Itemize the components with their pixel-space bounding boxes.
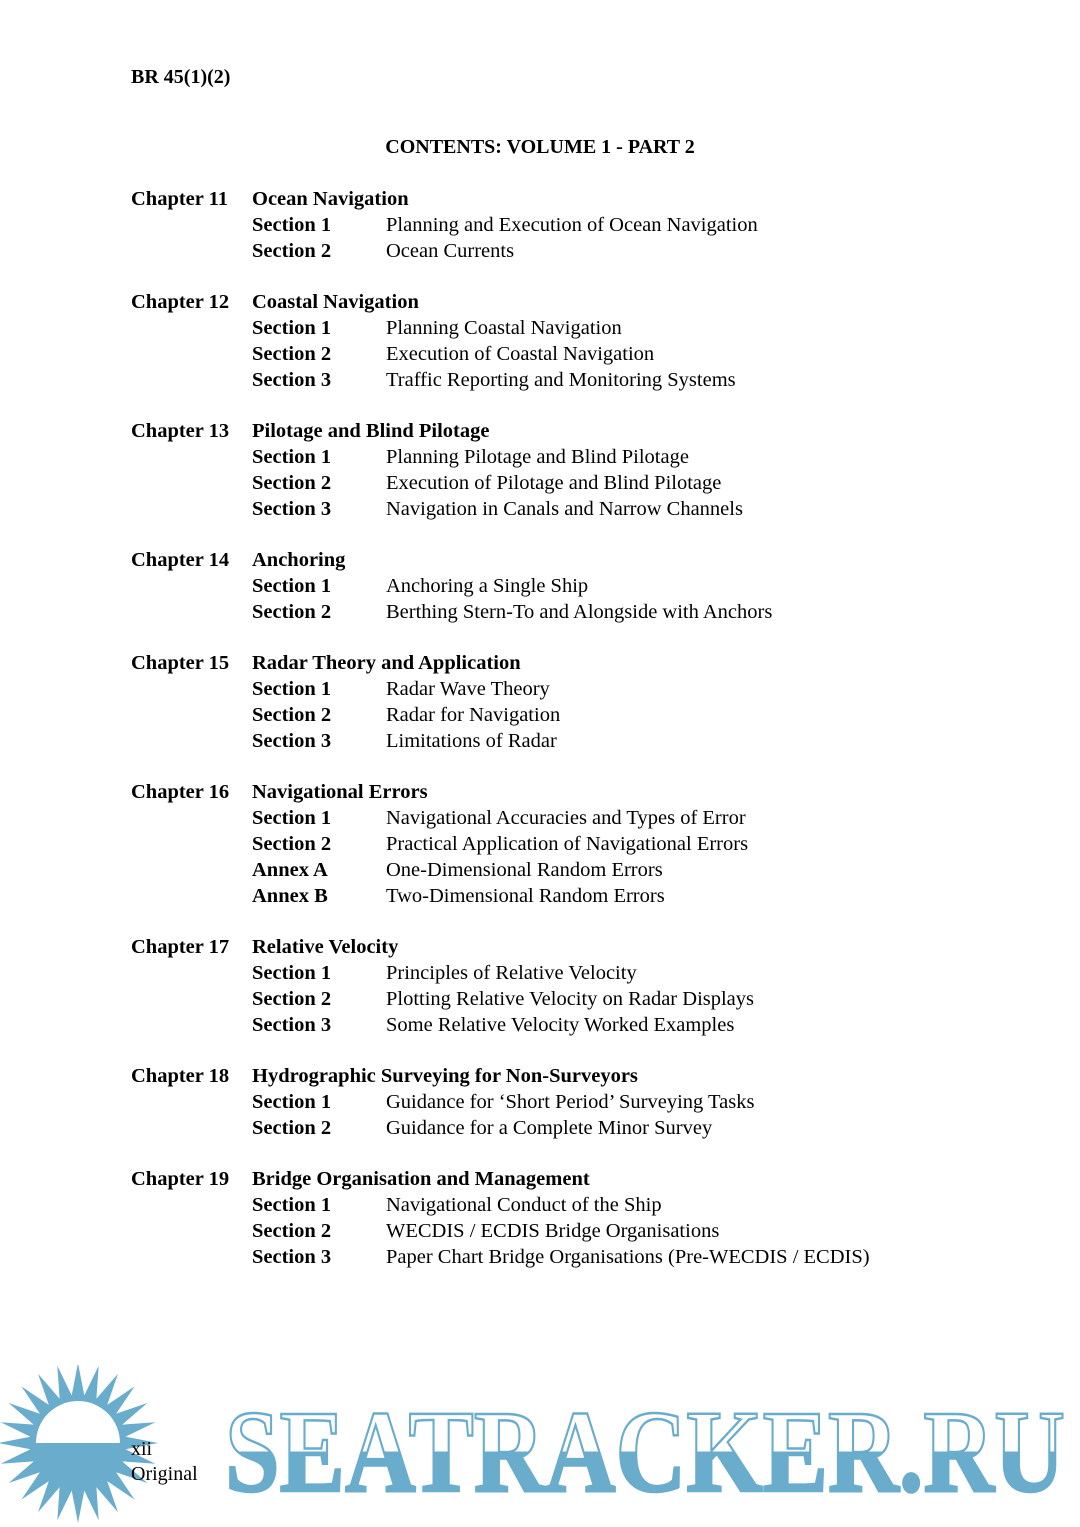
section-title: Some Relative Velocity Worked Examples <box>386 1013 735 1036</box>
section-title: Radar Wave Theory <box>386 678 550 701</box>
section-title: Radar for Navigation <box>386 703 561 726</box>
section-title: Execution of Coastal Navigation <box>386 342 655 365</box>
section-title: Plotting Relative Velocity on Radar Displays <box>386 987 755 1010</box>
chapter-label: Chapter 13 <box>131 420 230 443</box>
chapter-title: Relative Velocity <box>252 936 399 959</box>
section-title: Ocean Currents <box>386 239 515 262</box>
chapter-label: Chapter 16 <box>131 781 230 804</box>
chapter-title: Hydrographic Surveying for Non-Surveyors <box>252 1065 638 1088</box>
document-reference: BR 45(1)(2) <box>131 66 231 88</box>
section-label: Section 1 <box>252 1090 332 1113</box>
section-title: Planning and Execution of Ocean Navigation <box>386 213 758 236</box>
section-label: Section 3 <box>252 1245 332 1268</box>
section-label: Annex B <box>252 884 328 907</box>
watermark-text: SEATRACKER.RU <box>225 1386 1065 1517</box>
section-label: Section 3 <box>252 1013 332 1036</box>
section-label: Section 1 <box>252 678 332 701</box>
chapter-label: Chapter 14 <box>131 549 230 572</box>
section-label: Section 3 <box>252 497 332 520</box>
section-label: Section 3 <box>252 729 332 752</box>
page-title: CONTENTS: VOLUME 1 - PART 2 <box>385 136 695 158</box>
chapter-label: Chapter 11 <box>131 188 229 210</box>
section-title: Planning Pilotage and Blind Pilotage <box>386 445 689 468</box>
section-title: Guidance for a Complete Minor Survey <box>386 1116 713 1139</box>
section-label: Section 2 <box>252 703 332 726</box>
chapter-label: Chapter 17 <box>131 936 230 959</box>
section-title: WECDIS / ECDIS Bridge Organisations <box>386 1219 720 1242</box>
section-label: Section 1 <box>252 213 332 236</box>
section-title: Navigational Accuracies and Types of Error <box>386 807 746 830</box>
section-title: Paper Chart Bridge Organisations (Pre-WECDIS / ECDIS) <box>386 1245 870 1268</box>
section-label: Section 1 <box>252 316 332 339</box>
chapter-title: Pilotage and Blind Pilotage <box>252 420 490 443</box>
section-label: Section 2 <box>252 471 332 494</box>
chapter-label: Chapter 18 <box>131 1065 230 1088</box>
watermark-logo <box>0 1365 1080 1527</box>
document-status: Original <box>131 1463 198 1485</box>
section-title: One-Dimensional Random Errors <box>386 858 663 881</box>
section-title: Principles of Relative Velocity <box>386 961 637 984</box>
section-label: Annex A <box>252 858 328 881</box>
section-label: Section 1 <box>252 961 332 984</box>
chapter-title: Ocean Navigation <box>252 188 409 210</box>
section-label: Section 2 <box>252 1116 332 1139</box>
page-number: xii <box>131 1438 153 1460</box>
chapter-title: Coastal Navigation <box>252 291 419 314</box>
section-label: Section 1 <box>252 574 332 597</box>
chapter-label: Chapter 15 <box>131 652 230 675</box>
section-title: Traffic Reporting and Monitoring Systems <box>386 368 736 391</box>
section-title: Limitations of Radar <box>386 729 557 752</box>
section-label: Section 2 <box>252 342 332 365</box>
section-title: Navigational Conduct of the Ship <box>386 1194 662 1217</box>
chapter-title: Anchoring <box>252 549 346 572</box>
section-label: Section 1 <box>252 445 332 468</box>
section-label: Section 2 <box>252 987 332 1010</box>
section-title: Planning Coastal Navigation <box>386 316 622 339</box>
section-label: Section 1 <box>252 807 332 830</box>
section-title: Anchoring a Single Ship <box>386 574 589 597</box>
section-title: Two-Dimensional Random Errors <box>386 884 665 907</box>
section-label: Section 2 <box>252 832 332 855</box>
section-title: Execution of Pilotage and Blind Pilotage <box>386 471 722 494</box>
chapter-title: Bridge Organisation and Management <box>252 1168 590 1191</box>
section-title: Berthing Stern-To and Alongside with Anchors <box>386 600 773 623</box>
section-title: Guidance for ‘Short Period’ Surveying Tasks <box>386 1090 755 1113</box>
chapter-label: Chapter 19 <box>131 1168 230 1191</box>
section-label: Section 3 <box>252 368 332 391</box>
section-label: Section 2 <box>252 239 332 262</box>
section-title: Practical Application of Navigational Errors <box>386 832 749 855</box>
section-label: Section 1 <box>252 1194 332 1217</box>
section-label: Section 2 <box>252 1219 332 1242</box>
section-title: Navigation in Canals and Narrow Channels <box>386 497 743 520</box>
section-label: Section 2 <box>252 600 332 623</box>
chapter-label: Chapter 12 <box>131 291 230 314</box>
chapter-title: Navigational Errors <box>252 781 428 804</box>
chapter-title: Radar Theory and Application <box>252 652 521 675</box>
